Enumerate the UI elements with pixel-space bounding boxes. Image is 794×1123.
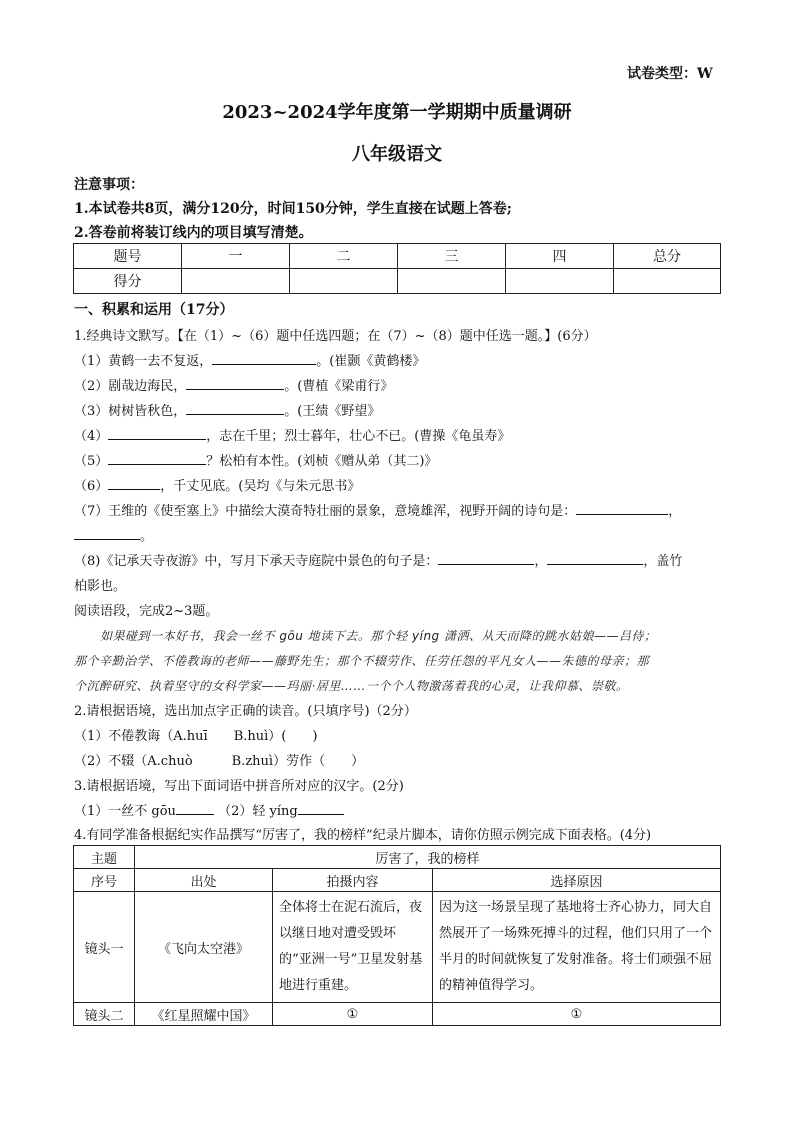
answer-blank[interactable] bbox=[576, 502, 668, 515]
theme-value: 厉害了，我的榜样 bbox=[135, 846, 721, 869]
answer-blank[interactable] bbox=[298, 802, 344, 815]
score-cell: 得分 bbox=[74, 269, 182, 294]
passage-line-1: 如果碰到一本好书，我会一丝不 gōu 地读下去。那个轻 yíng 潇洒、从天而降的跳水姑娘——吕侍； bbox=[100, 629, 657, 643]
answer-blank[interactable] bbox=[108, 427, 206, 440]
script-table bbox=[73, 845, 721, 1026]
shot-reason: 因为这一场景呈现了基地将士齐心协力，同大自然展开了一场殊死搏斗的过程，他们只用了一个半月的时间就恢复了发射准备。将士们顽强不屈的精神值得学习。 bbox=[433, 892, 721, 1003]
score-cell: 四 bbox=[506, 244, 614, 269]
header-cell: 选择原因 bbox=[433, 869, 721, 892]
exam-subtitle: 八年级语文 bbox=[352, 144, 442, 165]
script-table-header-row bbox=[74, 869, 721, 892]
score-cell: 题号 bbox=[74, 244, 182, 269]
question-2: 2.请根据语境，选出加点字正确的读音。(只填序号)（2分） bbox=[74, 704, 417, 719]
notes-heading: 注意事项： bbox=[74, 177, 144, 193]
paper-type: 试卷类型：W bbox=[627, 66, 713, 82]
score-input-cell[interactable] bbox=[398, 269, 506, 294]
theme-label: 主题 bbox=[74, 846, 135, 869]
poem-line-3: （3）树树皆秋色， 。(王绩《野望》 bbox=[74, 404, 381, 419]
poem-line-1: （1）黄鹤一去不复返， 。(崔颢《黄鹤楼》 bbox=[74, 354, 426, 369]
script-table-theme-row bbox=[74, 846, 721, 869]
score-cell: 三 bbox=[398, 244, 506, 269]
shot-number: 镜头一 bbox=[74, 892, 135, 1003]
question-3-items: （1）一丝不 gōu （2）轻 yíng bbox=[74, 800, 344, 819]
answer-blank[interactable] bbox=[186, 402, 284, 415]
header-cell: 拍摄内容 bbox=[273, 869, 433, 892]
score-input-cell[interactable] bbox=[182, 269, 290, 294]
answer-blank[interactable] bbox=[212, 352, 316, 365]
shot-reason-answer[interactable]: ① bbox=[433, 1003, 721, 1026]
question-2-item-1: （1）不倦教诲（A.huī B.huì）( ) bbox=[74, 729, 318, 744]
answer-blank[interactable] bbox=[74, 527, 140, 540]
score-table bbox=[73, 243, 721, 294]
shot-content: 全体将士在泥石流后，夜以继日地对遭受毁坏的“亚洲一号”卫星发射基地进行重建。 bbox=[273, 892, 433, 1003]
script-row bbox=[74, 1003, 721, 1026]
poem-line-4: （4） ，志在千里；烈士暮年，壮心不已。(曹操《龟虽寿》 bbox=[74, 429, 511, 444]
answer-blank[interactable] bbox=[108, 477, 160, 490]
header-cell: 序号 bbox=[74, 869, 135, 892]
question-1: 1.经典诗文默写。【在（1）~（6）题中任选四题；在（7）~（8）题中任选一题。】(6分） bbox=[74, 329, 597, 344]
poem-line-5: （5） ？松柏有本性。(刘桢《赠从弟（其二)》 bbox=[74, 454, 438, 469]
score-cell: 一 bbox=[182, 244, 290, 269]
script-row bbox=[74, 892, 721, 1003]
question-3: 3.请根据语境，写出下面词语中拼音所对应的汉字。(2分) bbox=[74, 779, 404, 794]
shot-number: 镜头二 bbox=[74, 1003, 135, 1026]
poem-line-7: （7）王维的《使至塞上》中描绘大漠奇特壮丽的景象，意境雄浑，视野开阔的诗句是： ， bbox=[74, 504, 682, 519]
answer-blank[interactable] bbox=[108, 452, 206, 465]
score-table-score-row bbox=[74, 269, 721, 294]
question-2-item-2: （2）不辍（A.chuò B.zhuì）劳作（ ） bbox=[74, 754, 365, 769]
poem-line-6: （6） ，千丈见底。(吴均《与朱元思书》 bbox=[74, 479, 361, 494]
shot-source: 《飞向太空港》 bbox=[135, 892, 273, 1003]
notes-item-2: 2.答卷前将装订线内的项目填写清楚。 bbox=[74, 225, 313, 241]
poem-line-8: （8)《记承天寺夜游》中，写月下承天寺庭院中景色的句子是： ， ，盖竹 bbox=[74, 554, 683, 569]
exam-title: 2023~2024学年度第一学期期中质量调研 bbox=[222, 102, 572, 123]
reading-instruction: 阅读语段，完成2~3题。 bbox=[74, 604, 219, 619]
score-input-cell[interactable] bbox=[506, 269, 614, 294]
score-input-cell[interactable] bbox=[290, 269, 398, 294]
answer-blank[interactable] bbox=[186, 377, 284, 390]
score-table-header-row bbox=[74, 244, 721, 269]
poem-line-2: （2）剧哉边海民， 。(曹植《梁甫行》 bbox=[74, 379, 394, 394]
poem-line-7-cont: 。 bbox=[74, 525, 153, 544]
score-cell: 总分 bbox=[614, 244, 721, 269]
header-cell: 出处 bbox=[135, 869, 273, 892]
answer-blank[interactable] bbox=[547, 552, 643, 565]
notes-item-1: 1.本试卷共8页，满分120分，时间150分钟，学生直接在试题上答卷; bbox=[74, 201, 512, 217]
passage-line-2: 那个辛勤治学、不倦教诲的老师——藤野先生；那个不辍劳作、任劳任怨的平凡女人——朱德的母亲；那 bbox=[74, 654, 650, 668]
answer-blank[interactable] bbox=[438, 552, 534, 565]
score-cell: 二 bbox=[290, 244, 398, 269]
answer-blank[interactable] bbox=[176, 802, 214, 815]
section-1-heading: 一、积累和运用（17分） bbox=[74, 302, 234, 318]
score-input-cell[interactable] bbox=[614, 269, 721, 294]
poem-line-8-cont: 柏影也。 bbox=[74, 579, 127, 594]
shot-content-answer[interactable]: ① bbox=[273, 1003, 433, 1026]
passage-line-3: 个沉醉研究、执着坚守的女科学家——玛丽·居里……一个个人物激荡着我的心灵，让我仰慕、崇敬。 bbox=[74, 679, 629, 693]
shot-source: 《红星照耀中国》 bbox=[135, 1003, 273, 1026]
question-4: 4.有同学准备根据纪实作品撰写“厉害了，我的榜样”纪录片脚本，请你仿照示例完成下面表格。(4分) bbox=[74, 828, 652, 843]
